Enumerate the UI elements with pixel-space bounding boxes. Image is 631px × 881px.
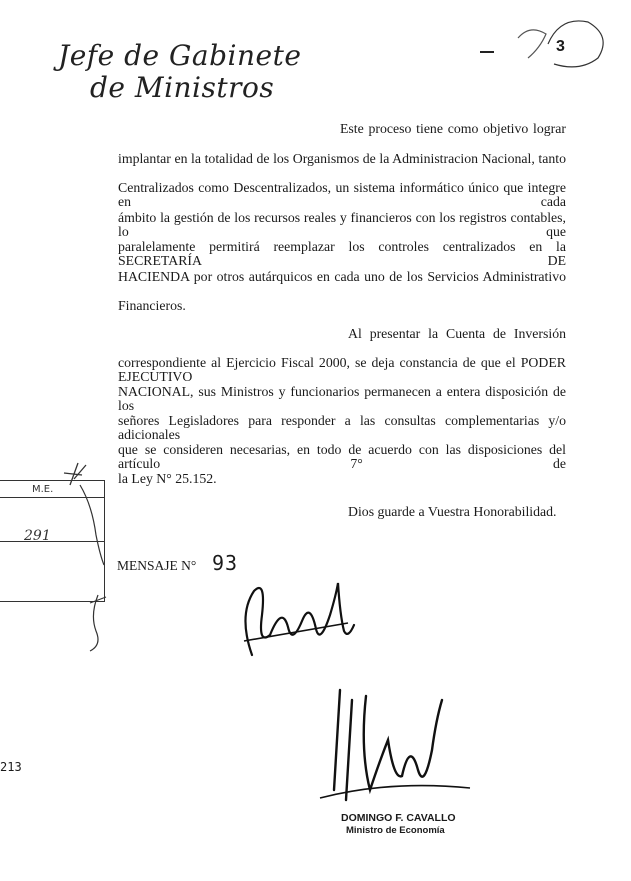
folio-stamp-mark bbox=[470, 14, 620, 74]
p2-line4: señores Legisladores para responder a las consultas complementarias y/o adicionales bbox=[118, 413, 566, 442]
stamp-number: 291 bbox=[24, 528, 51, 544]
p1-line4: ámbito la gestión de los recursos reales y financieros con los registros contables, lo que bbox=[118, 210, 566, 239]
mensaje-label: MENSAJE N° bbox=[117, 558, 197, 573]
p1-line6: HACIENDA por otros autárquicos en cada uno de los Servicios Administrativo bbox=[118, 269, 566, 284]
signatory-name: DOMINGO F. CAVALLO bbox=[341, 812, 456, 824]
p1-line2: implantar en la totalidad de los Organismos de la Administracion Nacional, tanto bbox=[118, 151, 566, 166]
p1-line7: Financieros. bbox=[118, 298, 186, 313]
p1-line3: Centralizados como Descentralizados, un sistema informático único que integre en cada bbox=[118, 180, 566, 209]
stamp-label: M.E. bbox=[32, 484, 54, 495]
p2-line5: que se consideren necesarias, en todo de acuerdo con las disposiciones del artículo 7° de bbox=[118, 442, 566, 471]
p1-line1: Este proceso tiene como objetivo lograr bbox=[340, 121, 566, 136]
folio-number: 3 bbox=[556, 38, 565, 55]
margin-number: 213 bbox=[0, 760, 22, 774]
letterhead-line1: Jefe de Gabinete bbox=[58, 39, 302, 72]
p2-line3: NACIONAL, sus Ministros y funcionarios permanecen a entera disposición de los bbox=[118, 384, 566, 413]
signature-1 bbox=[230, 575, 360, 670]
p2-line1: Al presentar la Cuenta de Inversión bbox=[348, 326, 566, 341]
signatory-title: Ministro de Economía bbox=[346, 825, 445, 836]
signature-2 bbox=[310, 680, 480, 820]
closing-salutation: Dios guarde a Vuestra Honorabilidad. bbox=[348, 504, 557, 519]
mensaje-number: 93 bbox=[212, 551, 239, 575]
p2-line2: correspondiente al Ejercicio Fiscal 2000, se deja constancia de que el PODER EJECUTIVO bbox=[118, 355, 566, 384]
p2-line6: la Ley N° 25.152. bbox=[118, 471, 217, 486]
handwritten-marks bbox=[60, 455, 130, 655]
p1-line5: paralelamente permitirá reemplazar los controles centralizados en la SECRETARÍA DE bbox=[118, 239, 566, 268]
letterhead-line2: de Ministros bbox=[90, 71, 275, 104]
